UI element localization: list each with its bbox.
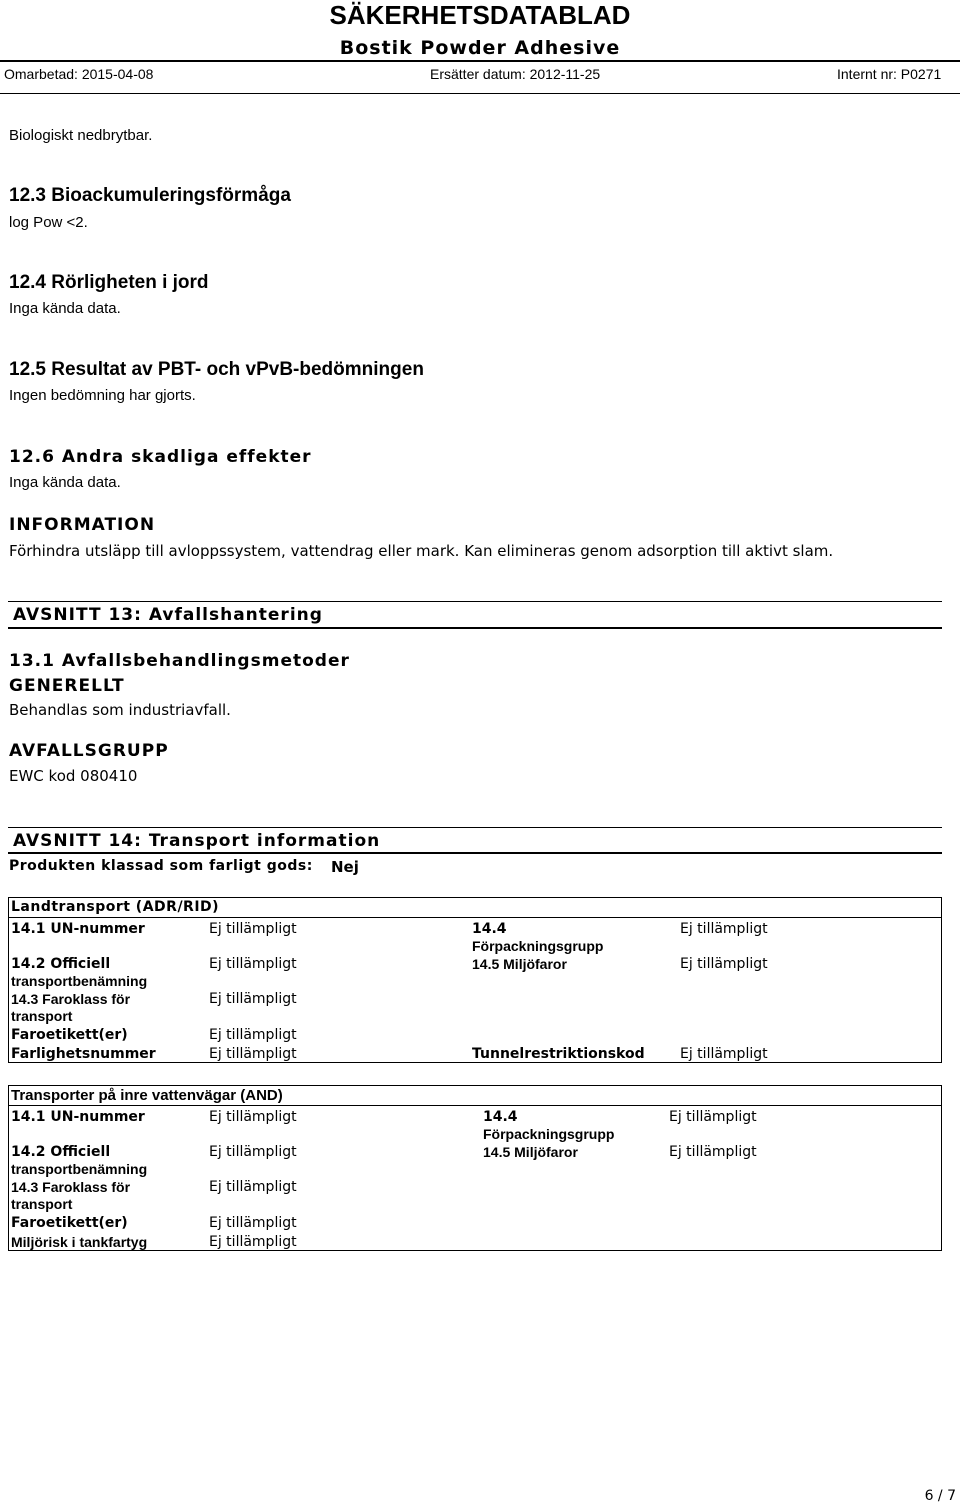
text-12-5: Ingen bedömning har gjorts. [9,387,196,404]
inland-un-value: Ej tillämpligt [209,1109,297,1125]
inland-pg-label-2: Förpackningsgrupp [483,1126,615,1142]
land-name-value: Ej tillämpligt [209,956,297,972]
table-title-divider [9,1105,941,1106]
replaces-date: Ersätter datum: 2012-11-25 [430,66,601,82]
section-14-bottom-line [8,852,942,854]
internal-number: Internt nr: P0271 [837,66,942,82]
land-un-value: Ej tillämpligt [209,921,297,937]
land-pg-value: Ej tillämpligt [680,921,768,937]
inland-name-label: 14.2 Officiell [11,1144,111,1160]
waste-group-text: EWC kod 080410 [9,767,138,785]
inland-name-label-2: transportbenämning [11,1161,148,1177]
inland-tank-label: Miljörisk i tankfartyg [11,1234,148,1250]
heading-12-4: 12.4 Rörligheten i jord [9,272,209,293]
inland-labels-value: Ej tillämpligt [209,1215,297,1231]
inland-class-label-2: transport [11,1196,73,1212]
section-13-top-line [8,601,942,602]
heading-12-3: 12.3 Bioackumuleringsförmåga [9,185,291,206]
section-14-title: AVSNITT 14: Transport information [13,831,381,851]
inland-class-label: 14.3 Faroklass för [11,1179,131,1195]
land-pg-label: 14.4 [472,921,507,937]
inland-env-value: Ej tillämpligt [669,1144,757,1160]
section-13-bottom-line [8,627,942,629]
page-number: 6 / 7 [924,1488,956,1504]
product-name: Bostik Powder Adhesive [339,37,621,59]
inland-name-value: Ej tillämpligt [209,1144,297,1160]
header-bottom-line [0,93,960,94]
land-pg-label-2: Förpackningsgrupp [472,938,604,954]
biodegradable-text: Biologiskt nedbrytbar. [9,127,153,144]
classified-value: Nej [331,858,359,876]
header-divider [0,60,960,62]
land-hazard-label: Farlighetsnummer [11,1046,156,1062]
land-class-label: 14.3 Faroklass för [11,991,131,1007]
land-tunnel-value: Ej tillämpligt [680,1046,768,1062]
section-13-title: AVSNITT 13: Avfallshantering [13,605,323,625]
inland-env-label: 14.5 Miljöfaror [483,1144,578,1160]
inland-tank-value: Ej tillämpligt [209,1234,297,1250]
document-title: SÄKERHETSDATABLAD [329,0,631,30]
inland-pg-label: 14.4 [483,1109,518,1125]
text-12-6: Inga kända data. [9,474,121,491]
heading-13-1: 13.1 Avfallsbehandlingsmetoder [9,651,350,671]
heading-12-5: 12.5 Resultat av PBT- och vPvB-bedömningen [9,359,424,380]
land-name-label: 14.2 Officiell [11,956,111,972]
heading-12-6: 12.6 Andra skadliga effekter [9,447,312,467]
land-env-value: Ej tillämpligt [680,956,768,972]
inland-class-value: Ej tillämpligt [209,1179,297,1195]
land-transport-table [8,897,942,1063]
table-title-divider [9,917,941,918]
text-12-4: Inga kända data. [9,300,121,317]
section-14-top-line [8,827,942,828]
land-tunnel-label: Tunnelrestriktionskod [472,1046,645,1062]
information-text: Förhindra utsläpp till avloppssystem, vattendrag eller mark. Kan elimineras genom adsorption till aktivt slam. [9,542,834,560]
land-labels-label: Faroetikett(er) [11,1027,128,1043]
land-table-title: Landtransport (ADR/RID) [11,899,220,915]
general-heading: GENERELLT [9,676,125,696]
inland-waterways-table [8,1085,942,1251]
waste-group-heading: AVFALLSGRUPP [9,741,169,761]
land-un-label: 14.1 UN-nummer [11,921,145,937]
land-hazard-value: Ej tillämpligt [209,1046,297,1062]
inland-labels-label: Faroetikett(er) [11,1215,128,1231]
classified-label: Produkten klassad som farligt gods: [9,858,313,874]
inland-un-label: 14.1 UN-nummer [11,1109,145,1125]
land-class-value: Ej tillämpligt [209,991,297,1007]
text-12-3: log Pow <2. [9,214,88,231]
land-name-label-2: transportbenämning [11,973,148,989]
land-env-label: 14.5 Miljöfaror [472,956,567,972]
revised-date: Omarbetad: 2015-04-08 [4,66,154,82]
inland-pg-value: Ej tillämpligt [669,1109,757,1125]
inland-table-title: Transporter på inre vattenvägar (AND) [11,1087,283,1104]
general-text: Behandlas som industriavfall. [9,701,231,719]
information-heading: INFORMATION [9,515,156,535]
land-class-label-2: transport [11,1008,73,1024]
land-labels-value: Ej tillämpligt [209,1027,297,1043]
